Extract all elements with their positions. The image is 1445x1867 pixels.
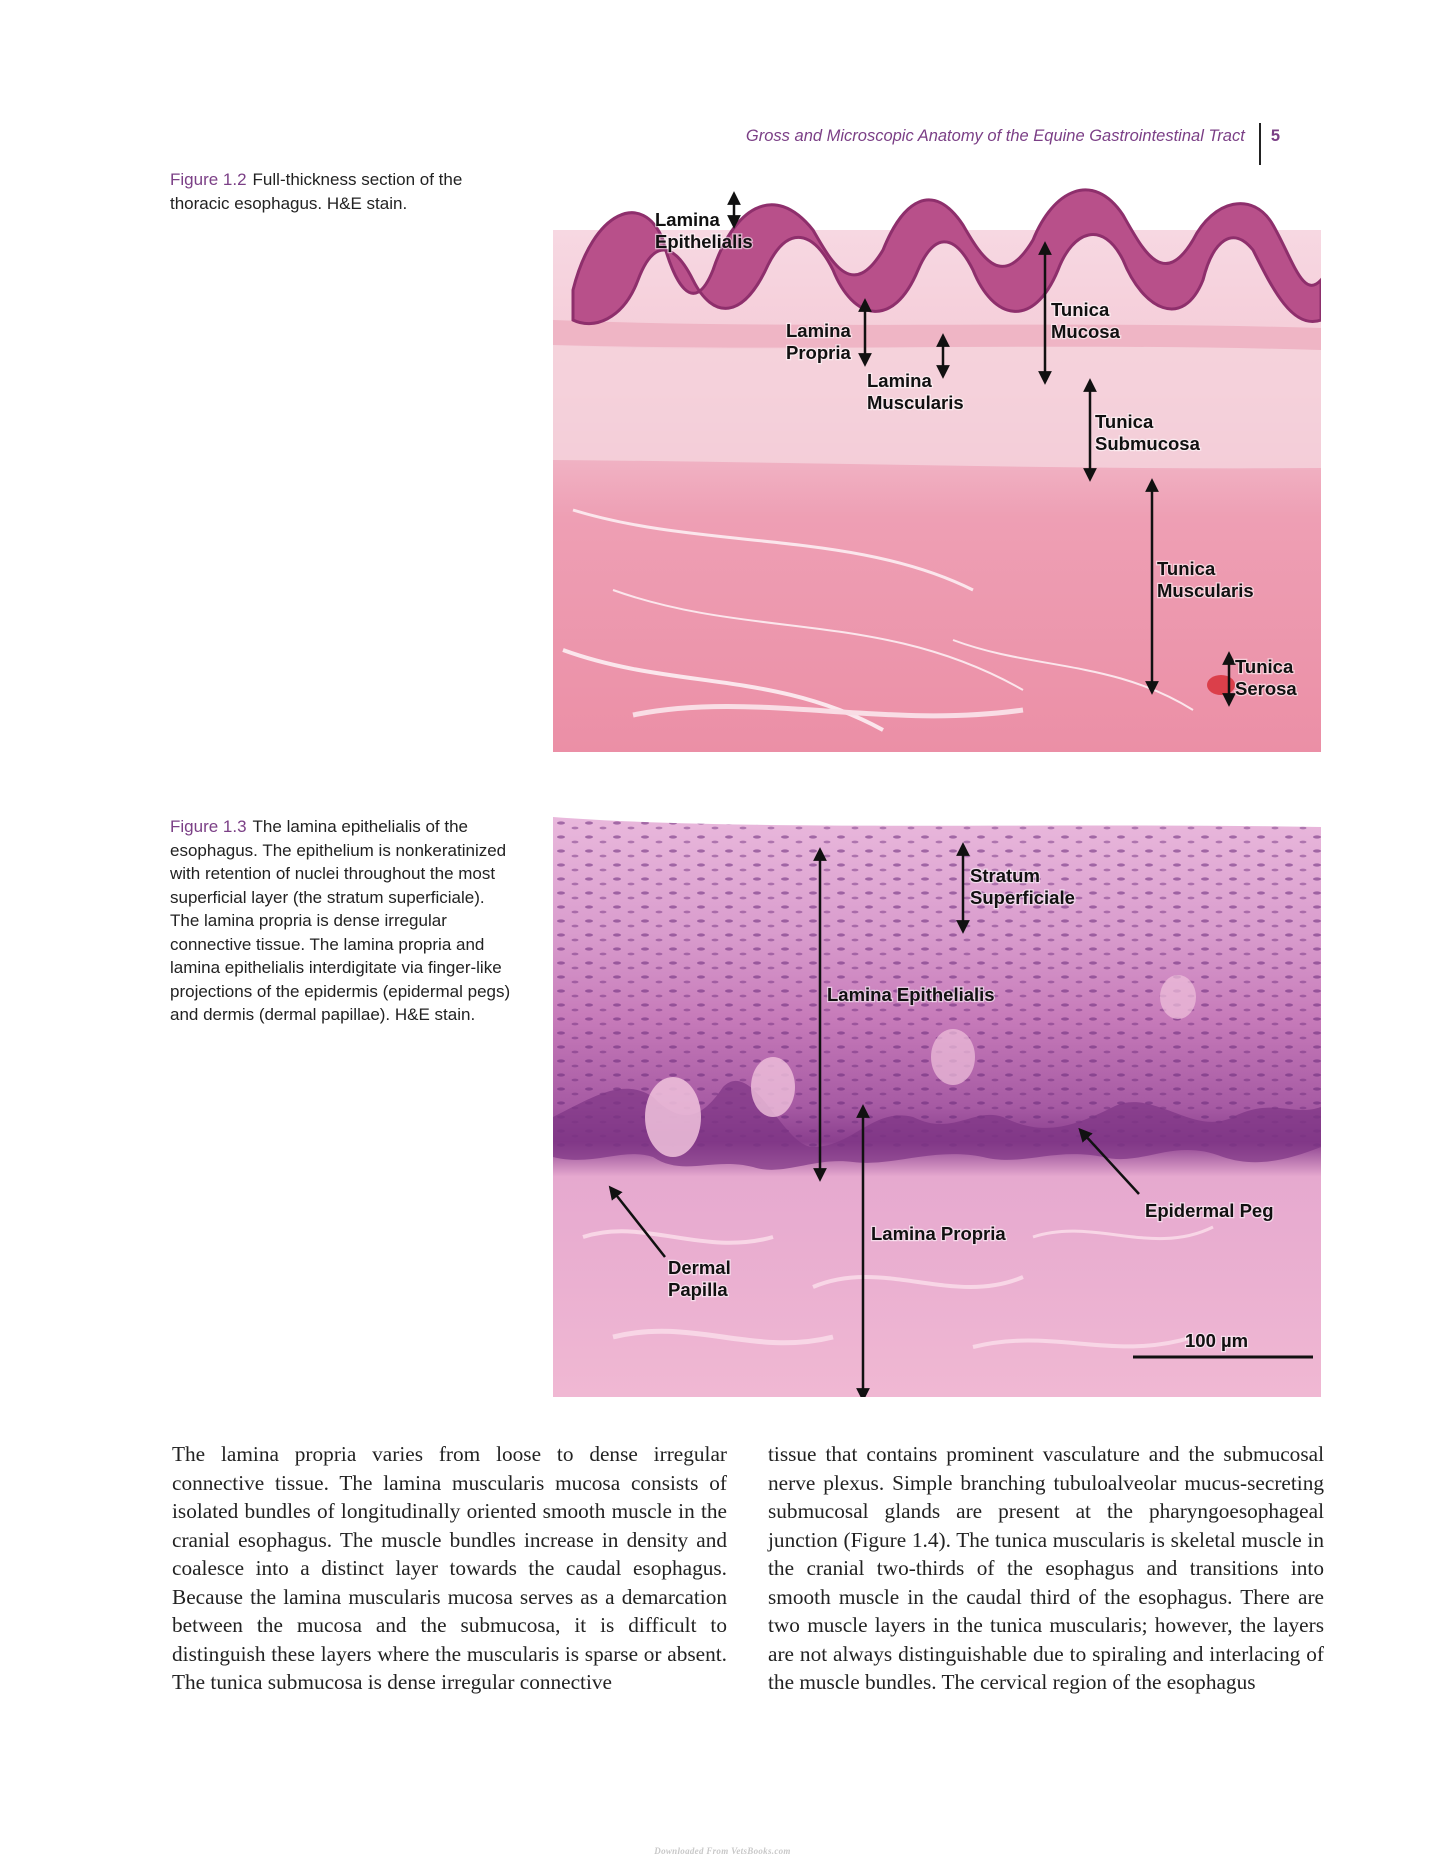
label-stratum-superficiale-line1: Stratum — [970, 865, 1040, 886]
label-tunica-mucosa — [1051, 299, 1121, 342]
label-lamina-muscularis-line1: Lamina — [867, 370, 932, 391]
label-tunica-mucosa-line1: Tunica — [1051, 299, 1110, 320]
figure-1-2-svg — [553, 170, 1321, 752]
footer-watermark: Downloaded From VetsBooks.com — [654, 1846, 791, 1856]
label-lamina-propria-line2: Propria — [786, 342, 851, 363]
label-dermal-papilla-line2: Papilla — [668, 1279, 728, 1300]
page-number: 5 — [1270, 126, 1280, 145]
label-lamina-propria-line1: Lamina — [786, 320, 851, 341]
label-lamina-propria: Lamina Propria — [871, 1223, 1006, 1244]
label-dermal-papilla — [668, 1257, 736, 1300]
label-tunica-muscularis-line1: Tunica — [1157, 558, 1216, 579]
label-stratum-superficiale-line2: Superficiale — [970, 887, 1075, 908]
label-lamina-propria — [786, 320, 856, 363]
running-head-divider — [1259, 123, 1261, 165]
label-tunica-serosa — [1235, 656, 1298, 699]
label-tunica-submucosa-line2: Submucosa — [1095, 433, 1200, 454]
running-head — [746, 115, 1280, 157]
figure-1-3-caption — [170, 815, 515, 1027]
label-tunica-mucosa-line2: Mucosa — [1051, 321, 1120, 342]
figure-1-2-micrograph — [553, 170, 1321, 752]
figure-1-3-caption-text: The lamina epithelialis of the esophagus. The epithelium is nonkeratinized with retention of nuclei throughout the most superficial layer (the stratum superficiale). The lamina propria is dense irregular connective tissue. The lamina propria and lamina epithelialis interdigitate via finger-like projections of the epidermis (epidermal pegs) and dermis (dermal papillae). H&E stain. — [170, 817, 511, 1024]
label-lamina-epithelialis: Lamina Epithelialis — [827, 984, 995, 1005]
figure-1-3-label: Figure 1.3 — [170, 817, 247, 836]
body-text-left-column: The lamina propria varies from loose to dense irregular connective tissue. The lamina muscularis mucosa consists of isolated bundles of longitudinally oriented smooth muscle in the cranial esophagus. The muscle bundles increase in density and coalesce into a distinct layer towards the caudal esophagus. Because the lamina muscularis mucosa serves as a demarcation between the mucosa and the submucosa, it is difficult to distinguish these layers where the muscularis is sparse or absent. The tunica submucosa is dense irregular connective — [172, 1442, 727, 1694]
label-lamina-epithelialis-line2: Epithelialis — [655, 231, 753, 252]
label-lamina-muscularis-line2: Muscularis — [867, 392, 964, 413]
label-dermal-papilla-line1: Dermal — [668, 1257, 731, 1278]
running-head-title: Gross and Microscopic Anatomy of the Equine Gastrointestinal Tract — [745, 126, 1245, 145]
body-text-right-column: tissue that contains prominent vasculature and the submucosal nerve plexus. Simple branching tubuloalveolar mucus-secreting submucosal glands are present at the pharyngoesophageal junction (Figure 1.4). The tunica muscularis is skeletal muscle in the cranial two-thirds of the esophagus and transitions into smooth muscle in the caudal third of the esophagus. There are two muscle layers in the tunica muscularis; however, the layers are not always distinguishable due to spiraling and interlacing of the muscle bundles. The cervical region of the esophagus — [768, 1442, 1324, 1694]
figure-1-3-micrograph — [553, 817, 1321, 1397]
label-tunica-muscularis-line2: Muscularis — [1157, 580, 1254, 601]
label-tunica-serosa-line2: Serosa — [1235, 678, 1297, 699]
label-tunica-serosa-line1: Tunica — [1235, 656, 1294, 677]
label-tunica-submucosa-line1: Tunica — [1095, 411, 1154, 432]
scale-bar-label: 100 µm — [1185, 1330, 1249, 1351]
label-epidermal-peg: Epidermal Peg — [1145, 1200, 1274, 1221]
figure-1-2-label: Figure 1.2 — [170, 170, 247, 189]
label-lamina-epithelialis-line1: Lamina — [655, 209, 720, 230]
figure-1-2-caption-text: Full-thickness section of the thoracic esophagus. H&E stain. — [170, 170, 463, 213]
figure-1-2-caption — [170, 168, 515, 215]
figure-1-3-svg — [553, 817, 1321, 1397]
